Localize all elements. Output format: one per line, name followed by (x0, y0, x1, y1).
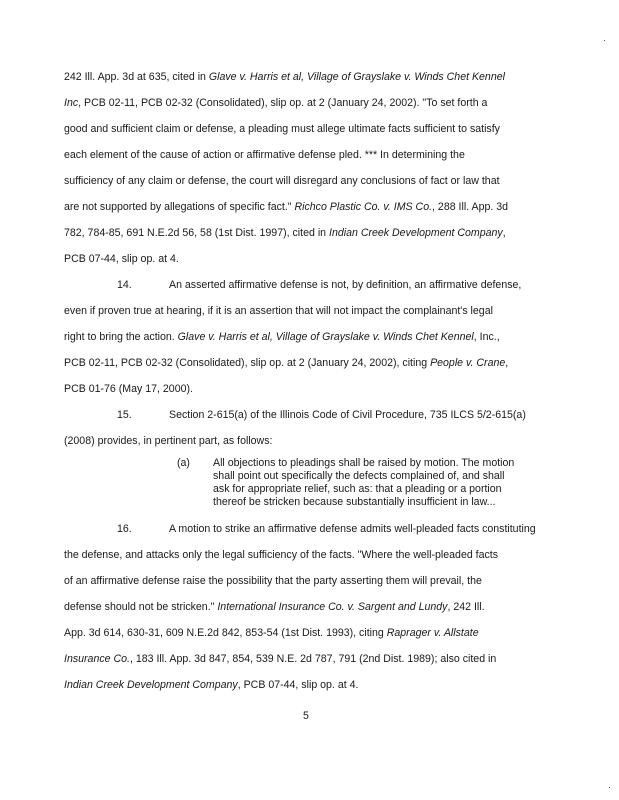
paragraph-number: 16. (117, 523, 132, 535)
block-quote-line: All objections to pleadings shall be raised by motion. The motion (213, 457, 515, 469)
paragraph-text: An asserted affirmative defense is not, by definition, an affirmative defense, (169, 279, 522, 291)
paragraph-16-first-line (117, 523, 536, 535)
body-line: Inc, PCB 02-11, PCB 02-32 (Consolidated), slip op. at 2 (January 24, 2002). "To set forth a (64, 97, 488, 109)
body-line: of an affirmative defense raise the possibility that the party asserting them will prevail, the (64, 575, 482, 587)
body-line: each element of the cause of action or affirmative defense pled. *** In determining the (64, 149, 465, 161)
paragraph-number: 15. (117, 409, 132, 421)
block-quote (213, 457, 553, 509)
body-line: even if proven true at hearing, if it is an assertion that will not impact the complainant's legal (64, 305, 493, 317)
paragraph-text: Section 2-615(a) of the Illinois Code of Civil Procedure, 735 ILCS 5/2-615(a) (169, 409, 526, 421)
body-line: right to bring the action. Glave v. Harris et al, Village of Grayslake v. Winds Chet Kennel, Inc., (64, 331, 500, 343)
body-line: 242 Ill. App. 3d at 635, cited in Glave v. Harris et al, Village of Grayslake v. Winds Chet Kennel (64, 71, 505, 83)
paragraph-15-first-line (117, 409, 526, 421)
paragraph-number: 14. (117, 279, 132, 291)
block-quote-line: thereof be stricken because substantially insufficient in law... (213, 496, 496, 508)
body-line: good and sufficient claim or defense, a pleading must allege ultimate facts sufficient to satisfy (64, 123, 500, 135)
body-line: PCB 07-44, slip op. at 4. (64, 253, 179, 265)
body-line: PCB 01-76 (May 17, 2000). (64, 383, 193, 395)
body-line: App. 3d 614, 630-31, 609 N.E.2d 842, 853-54 (1st Dist. 1993), citing Raprager v. Allstate (64, 627, 479, 639)
body-line: PCB 02-11, PCB 02-32 (Consolidated), slip op. at 2 (January 24, 2002), citing People v. Crane, (64, 357, 509, 369)
page-number: 5 (303, 710, 309, 722)
scan-speck (604, 40, 605, 41)
body-line: sufficiency of any claim or defense, the court will disregard any conclusions of fact or law that (64, 175, 500, 187)
body-line: are not supported by allegations of specific fact." Richco Plastic Co. v. IMS Co., 288 Ill. App. 3d (64, 201, 509, 213)
scan-speck (609, 787, 610, 788)
body-line: Indian Creek Development Company, PCB 07-44, slip op. at 4. (64, 679, 359, 691)
body-line: 782, 784-85, 691 N.E.2d 56, 58 (1st Dist. 1997), cited in Indian Creek Development Company, (64, 227, 506, 239)
block-quote-line: shall point out specifically the defects complained of, and shall (213, 470, 505, 482)
block-quote-label: (a) (177, 457, 190, 469)
paragraph-text: A motion to strike an affirmative defense admits well-pleaded facts constituting (169, 523, 536, 535)
paragraph-14-first-line (117, 279, 521, 291)
body-line: (2008) provides, in pertinent part, as follows: (64, 435, 273, 447)
block-quote-line: ask for appropriate relief, such as: that a pleading or a portion (213, 483, 502, 495)
body-line: defense should not be stricken." International Insurance Co. v. Sargent and Lundy, 242 Ill. (64, 601, 485, 613)
body-line: the defense, and attacks only the legal sufficiency of the facts. "Where the well-pleaded facts (64, 549, 499, 561)
body-line: Insurance Co., 183 Ill. App. 3d 847, 854, 539 N.E. 2d 787, 791 (2nd Dist. 1989); also cited in (64, 653, 497, 665)
